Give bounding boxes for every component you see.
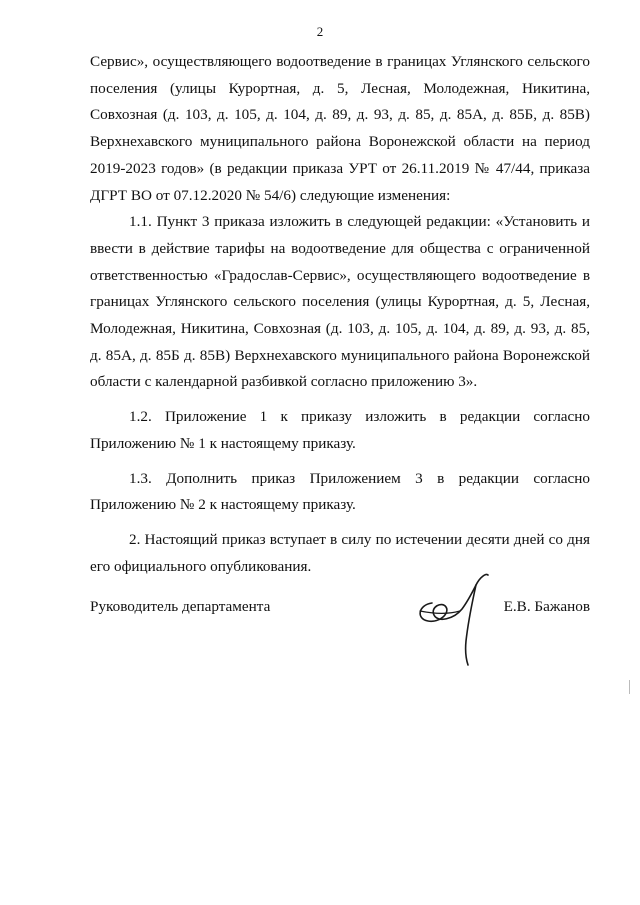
signature-block — [90, 598, 590, 628]
handwritten-signature-icon — [410, 563, 500, 668]
signatory-name: Е.В. Бажанов — [503, 598, 590, 615]
paragraph-item-1-3: 1.3. Дополнить приказ Приложением 3 в редакции согласно Приложению № 2 к настоящему приказу. — [90, 469, 590, 514]
document-body — [90, 49, 590, 580]
signatory-title: Руководитель департамента — [90, 598, 271, 615]
paragraph-item-1-1: 1.1. Пункт 3 приказа изложить в следующей редакции: «Установить и ввести в действие тарифы на водоотведение для общества с ограниченной ответственностью «Градослав-Сервис», осуществляющего водоотведение в границах Углянского сельского поселения (улицы Курортная, д. 5, Лесная, Молодежная, Никитина, Совхозная (д. 103, д. 105, д. 104, д. 89, д. 93, д. 85, д. 85А, д. 85Б д. 85В) Верхнехавского муниципального района Воронежской области с календарной разбивкой согласно приложению 3». — [90, 213, 590, 391]
scan-edge-mark — [629, 680, 630, 694]
page-number: 2 — [316, 24, 324, 39]
paragraph-item-2: 2. Настоящий приказ вступает в силу по истечении десяти дней со дня его официального опубликования. — [90, 530, 590, 575]
paragraph-continuation: Сервис», осуществляющего водоотведение в границах Углянского сельского поселения (улицы Курортная, д. 5, Лесная, Молодежная, Никитина, Совхозная (д. 103, д. 105, д. 104, д. 89, д. 93, д. 85, д. 85А, д. 85Б, д. 85В) Верхнехавского муниципального района Воронежской области на период 2019-2023 годов» (в редакции приказа УРТ от 26.11.2019 № 47/44, приказа ДГРТ ВО от 07.12.2020 № 54/6) следующие изменения: — [90, 53, 590, 204]
paragraph-item-1-2: 1.2. Приложение 1 к приказу изложить в редакции согласно Приложению № 1 к настоящему приказу. — [90, 408, 590, 452]
